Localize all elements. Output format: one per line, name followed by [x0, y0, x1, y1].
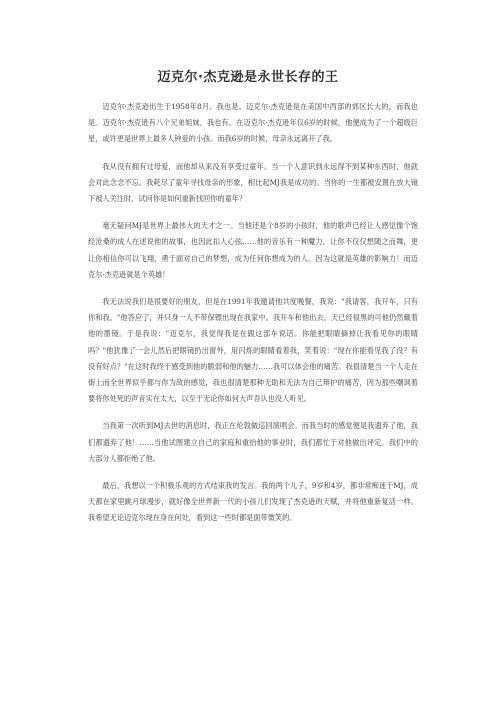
paragraph: 我无法说我们是很要好的朋友，但是在1991年我邀请他共度晚餐，我说："我请客，我开车，只有你和我。"他答应了，并只身一人不带保镖出现在我家中。我开车和他出去，天已经很黑的可他仍然戴着他的墨镜。于是我说："迈克尔，我觉得我是在跟这部车说话。你能把眼睛摘掉让我看见你的眼睛吗？"他犹豫了一会儿然后把眼镜扔出窗外，用闪烁的眼睛看着我，笑着说："现在你能看见我了没？有没有好点？"在这时我终于感受到他的脆弱和他的魅力……我可以体会他的痛苦。我很清楚当一个人走在街上而全世界似乎都与你为敌的感觉，我也很清楚那种无助和无法为自己辩护的痛苦，因为那些嘲讽着要将你处死的声音实在太大，以至于无论你如何大声吾认也没人听见。 — [88, 297, 418, 404]
page-title: 迈克尔·杰克逊是永世长存的王 — [157, 70, 339, 85]
paragraph: 迈克尔·杰克逊出生于1958年8月。我也是。迈克尔·杰克逊是在美国中西部的郊区长大的，而我也是。迈克尔·杰克逊有八个兄弟姐妹，我也有。在迈克尔·杰克逊年仅6岁的时候，他便成为了一个超级巨星，或许更是世界上最多人钟爱的小孩。而我6岁的时候，母亲永远离开了我。 — [88, 102, 418, 144]
article-body — [88, 99, 418, 538]
paragraph: 最后，我想以一个积极乐观的方式结束我的发言。我的两个儿子，9岁和4岁，都非常痴迷于MJ，成天都在家里跳月球漫步，就好像全世界新一代的小孩儿们发现了杰克逊的天赋，并将他重新复活一样。我希望无论迈克尔现在身在何处，看到这一些时都是面带微笑的。 — [88, 481, 418, 523]
paragraph: 当我第一次听到MJ去世的消息时，我正在伦敦做巡回演唱会。而我当时的感觉便是我遗弃了他，我们都遗弃了他！……当他试图建立自己的家庭和重拾他的事业时，我们都忙于对他做出评定。我们中的大部分人都拒绝了他。 — [88, 421, 418, 463]
paragraph: 毫无疑问MJ是世界上最伟大的天才之一。当他还是个8岁的小孩时，他的歌声已经让人感觉像个饱经沧桑的成人在述说他的故事，也因此扣人心弦……他的音乐有一种魔力，让你不仅仅想随之而舞，更让你相信你可以飞翔，勇于面对自己的梦想，成为任何你想成为的人。因为这就是英雄的影响力！而迈克尔·杰克逊就是个英雄！ — [88, 221, 418, 279]
paragraph: 我从没有拥有过母爱，而他却从来没有享受过童年。当一个人意识到永远得不到某种东西时，他就会对此念念不忘。我耗尽了童年寻找母亲的形象，相比起MJ我是成功的。当你的一生都被安置在放大镜下被人关注时，试问你是如何重新找回你的童年？ — [88, 161, 418, 204]
